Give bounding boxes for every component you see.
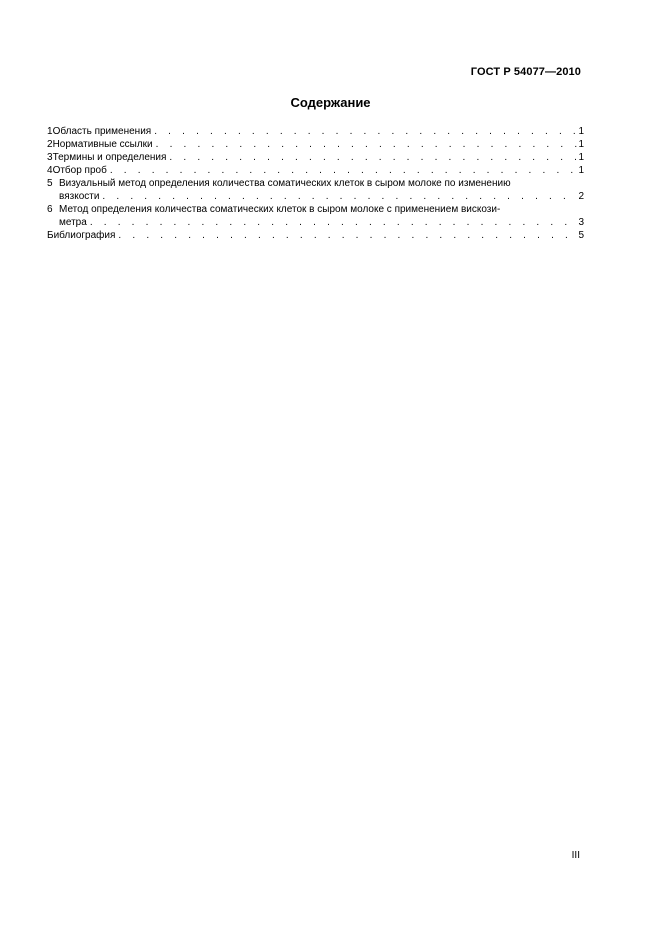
toc-entry-label: Метод определения количества соматических клеток в сыром молоке с применением вискози- [59,204,501,215]
toc-entry-label: Визуальный метод определения количества соматических клеток в сыром молоке по изменению [59,178,511,189]
toc-entry-label-continued: вязкости [59,191,100,202]
toc-entry-page: 1 [578,165,584,176]
toc-entry-page: 1 [578,126,584,137]
toc-title: Содержание [290,95,371,110]
toc-entry-number: 2 [47,139,53,150]
toc-entry-label-continued: метра [59,217,87,228]
dot-leader [110,164,578,177]
toc-entry-label: Термины и определения [52,152,167,163]
toc-entry[interactable] [47,125,584,138]
toc-entry[interactable] [47,151,584,164]
toc-entry-page: 1 [578,139,584,150]
toc-entry-label: Библиография [47,230,116,241]
toc-entry-label: Нормативные ссылки [52,139,153,150]
dot-leader [102,190,577,203]
toc-entry[interactable] [47,164,584,177]
standard-code: ГОСТ Р 54077—2010 [470,66,581,78]
toc-entry-page: 5 [578,230,584,241]
toc-entry-page: 1 [578,152,584,163]
table-of-contents [47,125,584,242]
toc-entry-number: 3 [47,152,53,163]
toc-entry-label: Отбор проб [52,165,107,176]
toc-entry-number: 5 [47,178,53,189]
dot-leader [154,125,577,138]
toc-entry[interactable] [47,138,584,151]
dot-leader [169,151,577,164]
page-number: III [571,850,580,861]
toc-entry-page: 3 [578,217,584,228]
toc-entry-number: 1 [47,126,53,137]
toc-entry-number: 4 [47,165,53,176]
toc-entry-label: Область применения [52,126,152,137]
toc-entry[interactable] [47,177,584,203]
toc-entry-number: 6 [47,204,53,215]
toc-entry-page: 2 [578,191,584,202]
toc-entry[interactable] [47,203,584,229]
dot-leader [90,216,578,229]
dot-leader [118,229,577,242]
dot-leader [156,138,578,151]
toc-entry-bibliography[interactable] [47,229,584,242]
